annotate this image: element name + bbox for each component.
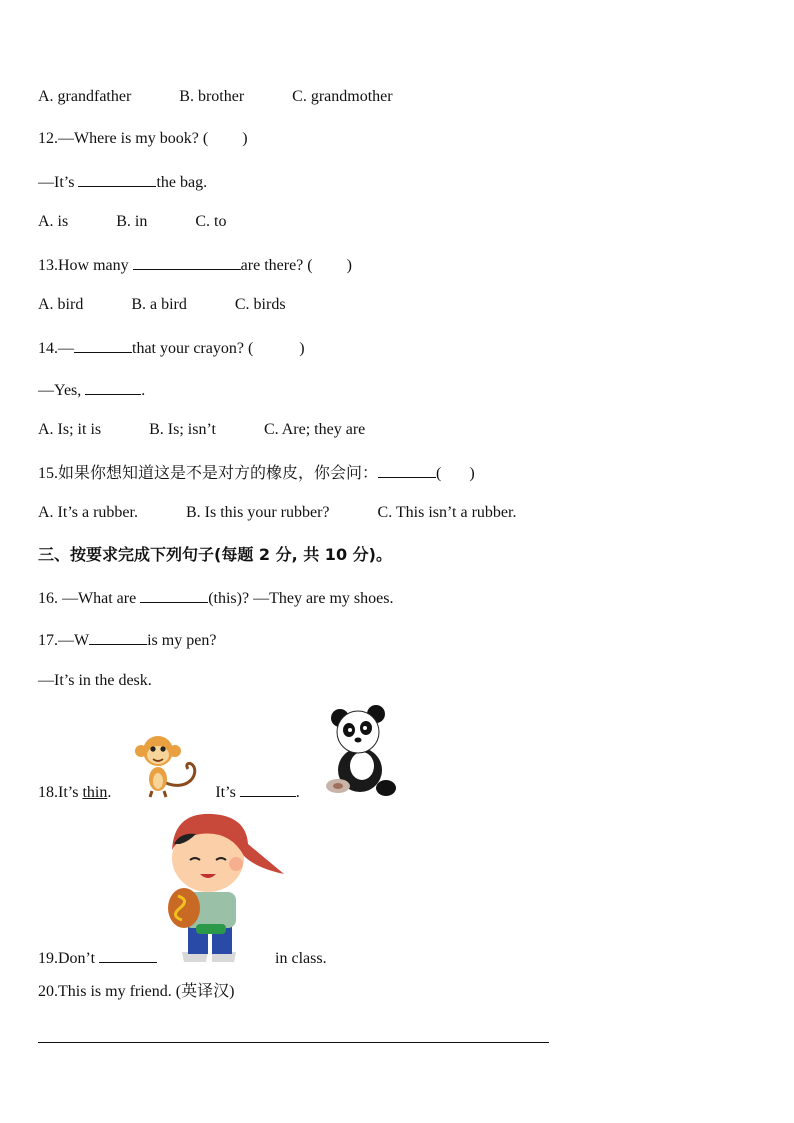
q16-blank[interactable]	[140, 586, 208, 603]
boy-with-bag-icon	[160, 804, 288, 964]
q12-options	[38, 211, 226, 233]
q13-blank[interactable]	[133, 253, 241, 270]
q17-line2: —It’s in the desk.	[38, 672, 152, 689]
q17-question	[38, 628, 216, 652]
q13-close: )	[346, 257, 352, 274]
q15-suffix: (	[436, 465, 442, 482]
q16-suffix: (this)? —They are my shoes.	[208, 590, 394, 607]
q15-question	[38, 461, 475, 485]
q16-question	[38, 586, 393, 610]
q14-option-c[interactable]: C. Are; they are	[263, 421, 366, 438]
q19-prefix: 19.Don’t	[38, 950, 100, 967]
q14-option-a[interactable]: A. Is; it is	[38, 421, 102, 438]
q12-option-c[interactable]: C. to	[195, 213, 227, 230]
q12-line2a: —It’s	[38, 174, 79, 191]
q14-options	[38, 419, 365, 441]
q15-option-c[interactable]: C. This isn’t a rubber.	[377, 504, 517, 521]
q13-question	[38, 253, 352, 277]
q15-options	[38, 502, 516, 524]
q15-blank[interactable]	[378, 461, 436, 478]
q12-suffix: )	[242, 130, 248, 147]
q12-question	[38, 128, 248, 150]
q14-line2a: —Yes,	[38, 382, 86, 399]
q15-option-a[interactable]: A. It’s a rubber.	[38, 504, 138, 521]
q13-options	[38, 294, 286, 316]
q12-option-a[interactable]: A. is	[38, 213, 69, 230]
q20-answer-line[interactable]	[38, 1042, 549, 1043]
q18-prefix: 18.It’s	[38, 784, 83, 801]
q13-option-b[interactable]: B. a bird	[131, 296, 187, 313]
q17-prefix: 17.—W	[38, 632, 90, 649]
q18-second: It’s	[215, 784, 240, 801]
q19-question	[38, 946, 327, 970]
q15-option-b[interactable]: B. Is this your rubber?	[185, 504, 330, 521]
q13-option-c[interactable]: C. birds	[234, 296, 286, 313]
q13-option-a[interactable]: A. bird	[38, 296, 84, 313]
q14-blank[interactable]	[74, 336, 132, 353]
q11-options	[38, 86, 393, 108]
q14-prefix: 14.—	[38, 340, 74, 357]
q18-second-end: .	[295, 784, 300, 801]
q14-blank-2[interactable]	[85, 378, 141, 395]
q19-blank[interactable]	[99, 946, 157, 963]
q20-question: 20.This is my friend. (英译汉)	[38, 983, 235, 1000]
q12-blank[interactable]	[78, 170, 156, 187]
section3-title: 三、按要求完成下列句子(每题 2 分, 共 10 分)。	[38, 545, 392, 564]
q15-close: )	[469, 465, 475, 482]
q14-question	[38, 336, 305, 360]
q11-option-a[interactable]: A. grandfather	[38, 88, 132, 105]
q14-line2b: .	[141, 382, 146, 399]
q13-suffix: are there? (	[240, 257, 313, 274]
q18-dot: .	[107, 784, 112, 801]
q18-question	[38, 780, 300, 804]
q19-suffix: in class.	[275, 950, 327, 967]
q17-blank[interactable]	[89, 628, 147, 645]
q18-word: thin	[82, 784, 108, 801]
q12-line2b: the bag.	[156, 174, 208, 191]
q12-line2	[38, 170, 207, 194]
q17-suffix: is my pen?	[147, 632, 217, 649]
q12-prefix: 12.—Where is my book? (	[38, 130, 209, 147]
q14-suffix: that your crayon? (	[132, 340, 254, 357]
q14-close: )	[299, 340, 305, 357]
q14-option-b[interactable]: B. Is; isn’t	[149, 421, 216, 438]
q13-prefix: 13.How many	[38, 257, 133, 274]
q18-blank[interactable]	[240, 780, 296, 797]
q12-option-b[interactable]: B. in	[116, 213, 148, 230]
q11-option-c[interactable]: C. grandmother	[292, 88, 393, 105]
q16-prefix: 16. —What are	[38, 590, 141, 607]
q14-line2	[38, 378, 145, 402]
q11-option-b[interactable]: B. brother	[179, 88, 245, 105]
q15-prefix: 15.如果你想知道这是不是对方的橡皮，你会问：	[38, 465, 379, 482]
panda-icon	[324, 700, 404, 798]
